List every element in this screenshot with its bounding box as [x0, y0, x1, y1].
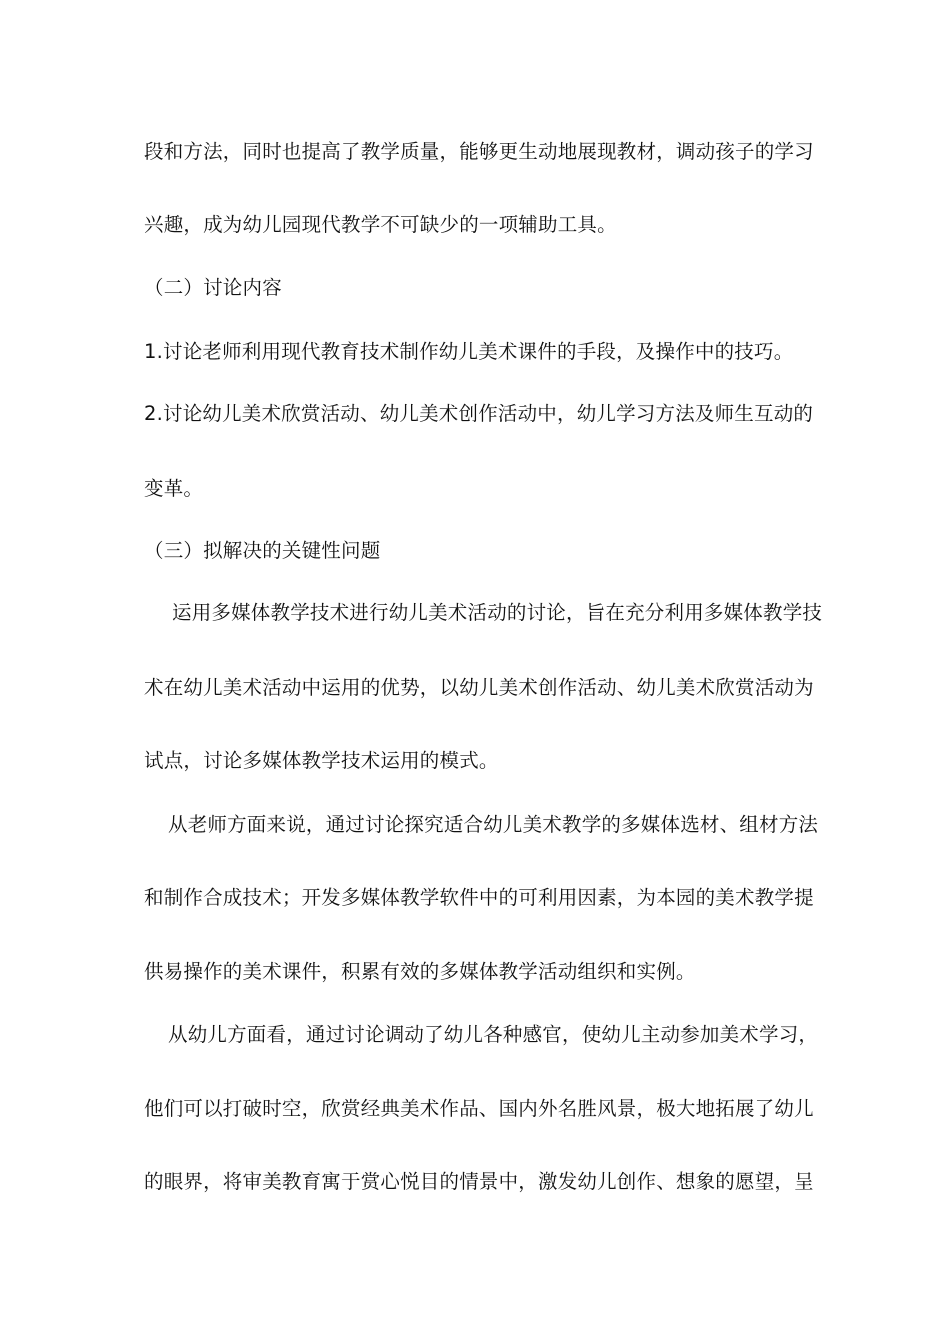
- paragraph-line: 从老师方面来说，通过讨论探究适合幼儿美术教学的多媒体选材、组材方法: [168, 813, 819, 836]
- paragraph-line: 试点，讨论多媒体教学技术运用的模式。: [144, 749, 499, 772]
- paragraph-line: 兴趣，成为幼儿园现代教学不可缺少的一项辅助工具。: [144, 213, 617, 236]
- paragraph-line: 的眼界，将审美教育寓于赏心悦目的情景中，激发幼儿创作、想象的愿望，呈: [144, 1170, 814, 1193]
- paragraph-line: 术在幼儿美术活动中运用的优势，以幼儿美术创作活动、幼儿美术欣赏活动为: [144, 676, 814, 699]
- list-item: 1.讨论老师利用现代教育技术制作幼儿美术课件的手段，及操作中的技巧。: [144, 340, 794, 363]
- paragraph-line: 和制作合成技术；开发多媒体教学软件中的可利用因素，为本园的美术教学提: [144, 886, 814, 909]
- section-heading-key-issues: （三）拟解决的关键性问题: [144, 539, 381, 562]
- list-item: 2.讨论幼儿美术欣赏活动、幼儿美术创作活动中，幼儿学习方法及师生互动的: [144, 402, 814, 425]
- paragraph-line: 供易操作的美术课件，积累有效的多媒体教学活动组织和实例。: [144, 960, 696, 983]
- paragraph-line: 从幼儿方面看，通过讨论调动了幼儿各种感官，使幼儿主动参加美术学习，: [168, 1023, 819, 1046]
- paragraph-line: 运用多媒体教学技术进行幼儿美术活动的讨论，旨在充分利用多媒体教学技: [172, 601, 823, 624]
- paragraph-line: 变革。: [144, 477, 204, 500]
- section-heading-discussion-content: （二）讨论内容: [144, 276, 282, 299]
- paragraph-line: 段和方法，同时也提高了教学质量，能够更生动地展现教材，调动孩子的学习: [144, 140, 814, 163]
- paragraph-line: 他们可以打破时空，欣赏经典美术作品、国内外名胜风景，极大地拓展了幼儿: [144, 1097, 814, 1120]
